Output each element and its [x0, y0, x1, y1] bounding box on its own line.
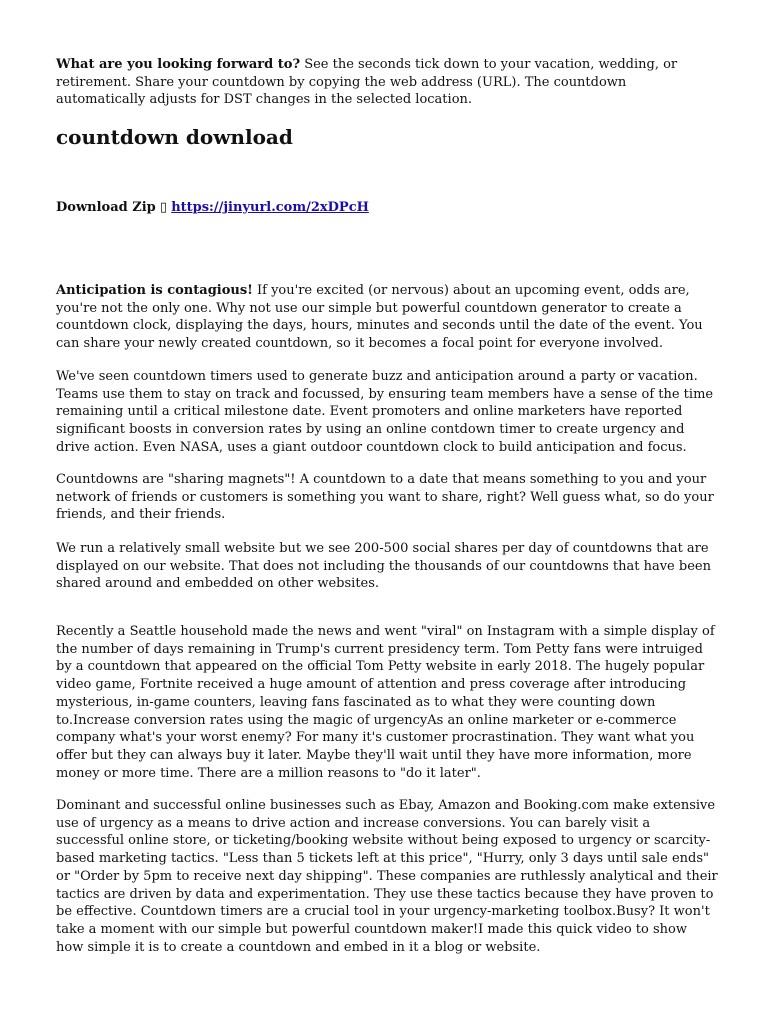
paragraph-viral: Recently a Seattle household made the news and went "viral" on Instagram with a simple display of the number of days remaining in Trump's current presidency term. Tom Petty fans were intruiged by a countdown that appeared on the official Tom Petty website in early 2018. The hugely popular video game, Fortnite received a huge amount of attention and press coverage after introducing mysterious, in-game counters, leaving fans fascinated as to what they were counting down to.Increase conversion rates using the magic of urgencyAs an online marketer or e-commerce company what's your worst enemy? For many it's customer procrastination. They want what you offer but they can always buy it later. Maybe they'll wait until they have more information, more money or more time. There are a million reasons to "do it later". [56, 624, 715, 781]
download-link[interactable]: https://jinyurl.com/2xDPcH [171, 200, 369, 215]
download-line [56, 199, 718, 217]
paragraph-buzz: We've seen countdown timers used to generate buzz and anticipation around a party or vacation. Teams use them to stay on track and focussed, by ensuring team members have a sense of the time remaining until a critical milestone date. Event promoters and online marketers have reported significant boosts in conversion rates by using an online contdown timer to create urgency and drive action. Even NASA, uses a giant outdoor countdown clock to build anticipation and focus. [56, 369, 714, 455]
intro-text: See the seconds tick down to your vacation, wedding, or retirement. Share your countdown by copying the web address (URL). The countdown automatically adjusts for DST changes in the selected location. [56, 57, 678, 108]
anticipation-lead: Anticipation is contagious! [56, 283, 253, 298]
paragraph-website: We run a relatively small website but we see 200-500 social shares per day of countdowns that are displayed on our website. That does not including the thousands of our countdowns that have been shared around and embedded on other websites. [56, 541, 711, 592]
paragraph-sharing: Countdowns are "sharing magnets"! A countdown to a date that means something to you and your network of friends or customers is something you want to share, right? Well guess what, so do your friends, and their friends. [56, 472, 714, 523]
missing-glyph-icon: ▯ [155, 200, 172, 215]
page-title: countdown download [56, 125, 293, 149]
download-label: Download Zip [56, 200, 156, 215]
anticipation-text: If you're excited (or nervous) about an upcoming event, odds are, you're not the only one. Why not use our simple but powerful countdown generator to create a countdown clock, displaying the days, hours, minutes and seconds until the date of the event. You can share your newly created countdown, so it becomes a focal point for everyone involved. [56, 283, 703, 352]
paragraph-urgency: Dominant and successful online businesses such as Ebay, Amazon and Booking.com make extensive use of urgency as a means to drive action and increase conversions. You can barely visit a successful online store, or ticketing/booking website without being exposed to urgency or scarcity-based marketing tactics. "Less than 5 tickets left at this price", "Hurry, only 3 days until sale ends" or "Order by 5pm to receive next day shipping". These companies are ruthlessly analytical and their tactics are driven by data and experimentation. They use these tactics because they have proven to be effective. Countdown timers are a crucial tool in your urgency-marketing toolbox.Busy? It won't take a moment with our simple but powerful countdown maker!I made this quick video to show how simple it is to create a countdown and embed in it a blog or website. [56, 798, 718, 955]
intro-paragraph [56, 56, 718, 109]
intro-lead: What are you looking forward to? [56, 57, 301, 72]
anticipation-paragraph [56, 282, 718, 353]
